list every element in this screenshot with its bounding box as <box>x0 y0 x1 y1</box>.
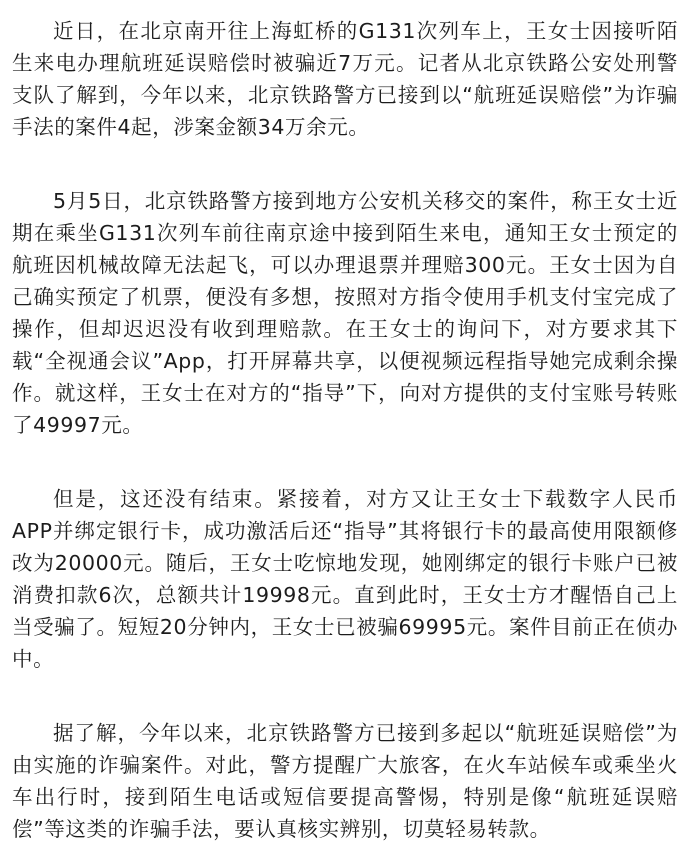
article-body <box>12 15 678 845</box>
article-paragraph-2: 5月5日，北京铁路警方接到地方公安机关移交的案件，称王女士近期在乘坐G131次列车前往南京途中接到陌生来电，通知王女士预定的航班因机械故障无法起飞，可以办理退票并理赔300元。王女士因为自己确实预定了机票，便没有多想，按照对方指令使用手机支付宝完成了操作，但却迟迟没有收到理赔款。在王女士的询问下，对方要求其下载“全视通会议”App，打开屏幕共享，以便视频远程指导她完成剩余操作。就这样，王女士在对方的“指导”下，向对方提供的支付宝账号转账了49997元。 <box>12 189 678 437</box>
article-paragraph-4: 据了解，今年以来，北京铁路警方已接到多起以“航班延误赔偿”为由实施的诈骗案件。对此，警方提醒广大旅客，在火车站候车或乘坐火车出行时，接到陌生电话或短信要提高警惕，特别是像“航班延误赔偿”等这类的诈骗手法，要认真核实辨别，切莫轻易转款。 <box>12 721 678 841</box>
article-paragraph-3: 但是，这还没有结束。紧接着，对方又让王女士下载数字人民币APP并绑定银行卡，成功激活后还“指导”其将银行卡的最高使用限额修改为20000元。随后，王女士吃惊地发现，她刚绑定的银行卡账户已被消费扣款6次，总额共计19998元。直到此时，王女士方才醒悟自己上当受骗了。短短20分钟内，王女士已被骗69995元。案件目前正在侦办中。 <box>12 487 678 671</box>
article-paragraph-1: 近日，在北京南开往上海虹桥的G131次列车上，王女士因接听陌生来电办理航班延误赔偿时被骗近7万元。记者从北京铁路公安处刑警支队了解到，今年以来，北京铁路警方已接到以“航班延误赔偿”为诈骗手法的案件4起，涉案金额34万余元。 <box>12 19 678 139</box>
